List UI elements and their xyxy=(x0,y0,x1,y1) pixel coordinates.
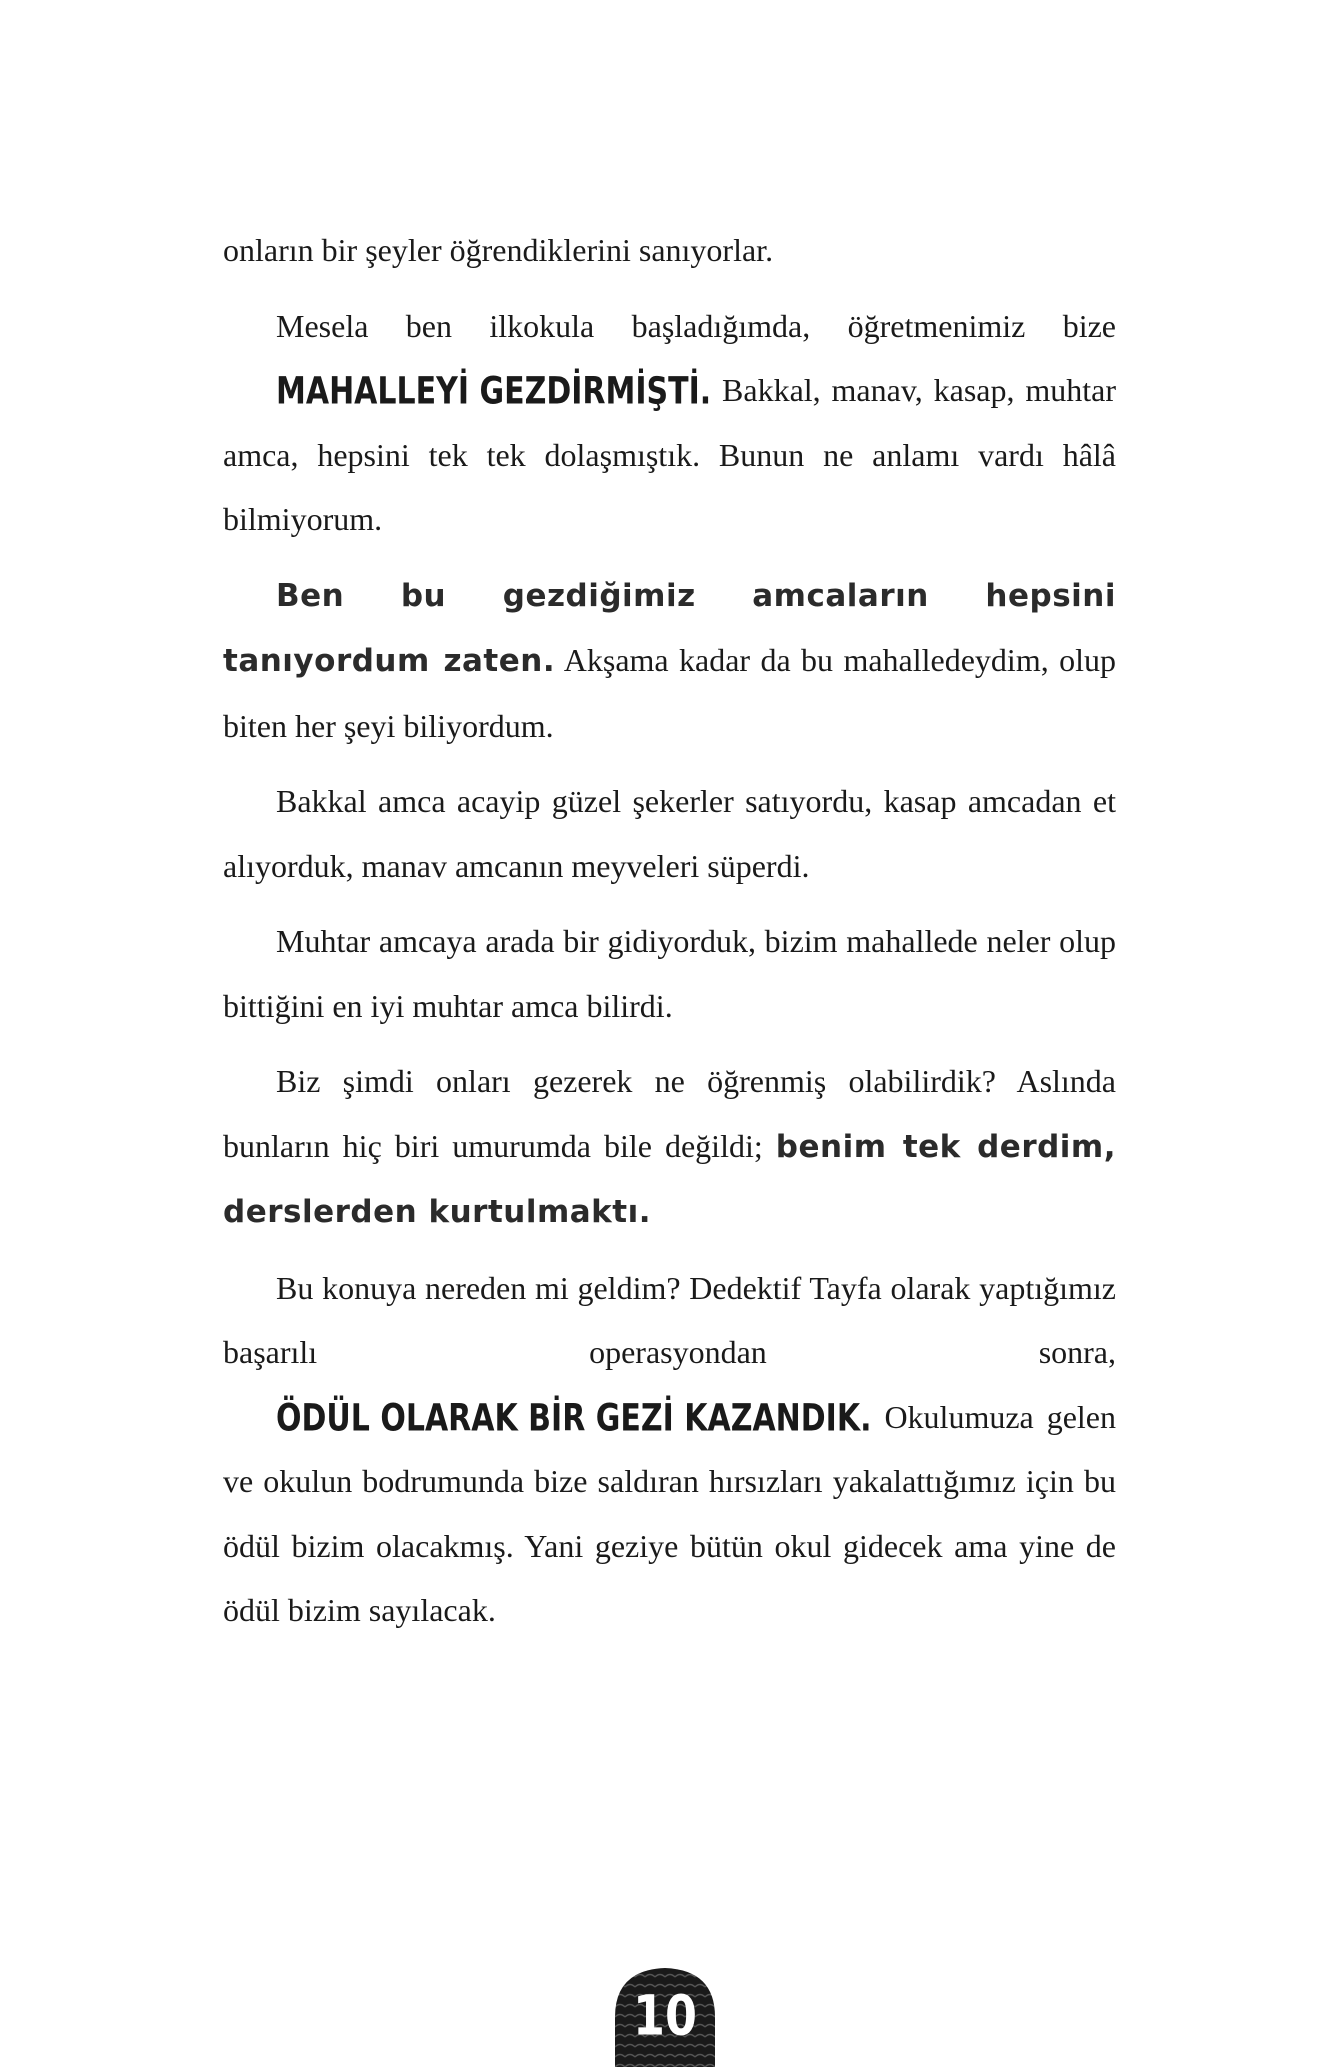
paragraph xyxy=(223,218,1116,283)
text-run: Biz şimdi onları gezerek ne öğrenmiş olabilirdik? Aslında bunların hiç biri umurumda bile değildi; xyxy=(223,1063,1116,1164)
emphasis-blocky: ÖDÜL OLARAK BİR GEZİ KAZANDIK. xyxy=(276,1396,872,1440)
page-body xyxy=(223,218,1116,1654)
text-run: Okulumuza gelen ve okulun bodrumunda bize saldıran hırsızları yakalattığımız için bu ödül bizim olacakmış. Yani geziye bütün okul gidecek ama yine de ödül bizim sayılacak. xyxy=(223,1398,1116,1628)
text-run: Muhtar amcaya arada bir gidiyorduk, bizim mahallede neler olup bittiğini en iyi muhtar amca bilirdi. xyxy=(223,923,1116,1024)
paragraph xyxy=(223,1049,1116,1245)
text-run: Bu konuya nereden mi geldim? Dedektif Tayfa olarak yaptığımız başarılı operasyondan sonra, xyxy=(223,1269,1116,1370)
paragraph xyxy=(223,1256,1116,1643)
text-run: Bakkal amca acayip güzel şekerler satıyordu, kasap amcadan et alıyorduk, manav amcanın meyveleri süperdi. xyxy=(223,783,1116,884)
page-number: 10 xyxy=(632,1983,698,2048)
paragraph xyxy=(223,563,1116,759)
text-run: Akşama kadar da bu mahalledeydim, olup biten her şeyi biliyordum. xyxy=(223,642,1116,744)
text-run: Bakkal, manav, kasap, muhtar amca, hepsini tek tek dolaşmıştık. Bunun ne anlamı vardı hâlâ bilmiyorum. xyxy=(223,372,1116,537)
emphasis-handwritten: Ben bu gezdiğimiz amcaların hepsini tanıyordum zaten. xyxy=(223,577,1116,679)
paragraph xyxy=(223,769,1116,898)
paragraph xyxy=(223,294,1116,552)
paragraph xyxy=(223,909,1116,1038)
emphasis-handwritten: benim tek derdim, derslerden kurtulmaktı. xyxy=(223,1128,1117,1230)
text-run: Mesela ben ilkokula başladığımda, öğretmenimiz bize xyxy=(276,307,1116,344)
page-number-badge xyxy=(605,1962,725,2067)
emphasis-blocky: MAHALLEYİ GEZDİRMİŞTİ. xyxy=(276,369,712,414)
text-run: onların bir şeyler öğrendiklerini sanıyorlar. xyxy=(223,232,774,268)
